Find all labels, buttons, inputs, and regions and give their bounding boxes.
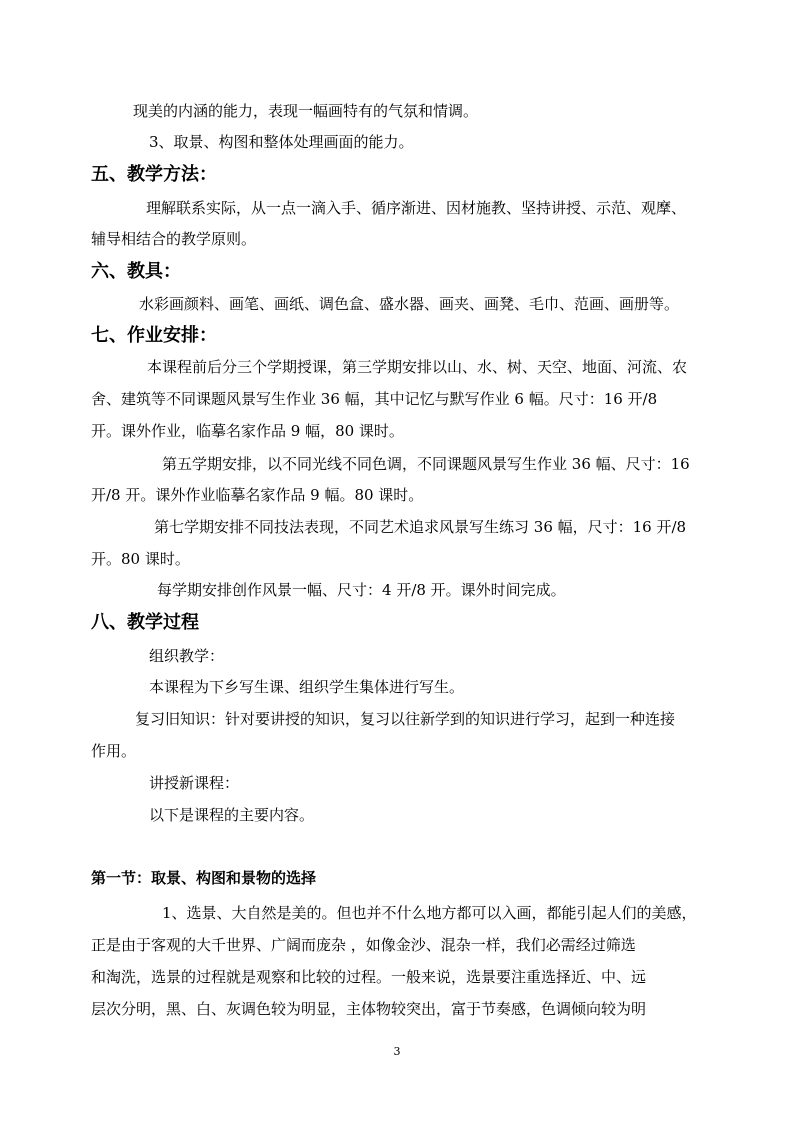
section-heading-teaching-method: 五、教学方法： — [91, 164, 217, 185]
paragraph-line: 1、选景、大自然是美的。但也并不什么地方都可以入画，都能引起人们的美感， — [162, 904, 697, 922]
paragraph-line: 理解联系实际，从一点一滴入手、循序渐进、因材施教、坚持讲授、示范、观摩、 — [146, 199, 687, 217]
paragraph-line: 和淘洗，选景的过程就是观察和比较的过程。一般来说，选景要注重选择近、中、远 — [91, 968, 647, 986]
paragraph-line: 开/8 开。课外作业临摹名家作品 9 幅。80 课时。 — [91, 486, 424, 504]
paragraph-line: 作用。 — [91, 742, 137, 760]
paragraph-line: 每学期安排创作风景一幅、尺寸：4 开/8 开。课外时间完成。 — [157, 581, 566, 599]
paragraph-line: 本课程前后分三个学期授课，第三学期安排以山、水、树、天空、地面、河流、农 — [147, 358, 688, 376]
paragraph-line: 以下是课程的主要内容。 — [149, 806, 315, 824]
paragraph-line: 辅导相结合的教学原则。 — [91, 230, 257, 248]
paragraph-line: 复习旧知识：针对要讲授的知识，复习以往新学到的知识进行学习，起到一种连接 — [135, 710, 676, 728]
paragraph-line: 水彩画颜料、画笔、画纸、调色盒、盛水器、画夹、画凳、毛巾、范画、画册等。 — [139, 295, 680, 313]
paragraph-line: 第五学期安排，以不同光线不同色调，不同课题风景写生作业 36 幅、尺寸：16 — [162, 455, 690, 473]
page-number: 3 — [393, 1045, 401, 1058]
paragraph-line: 讲授新课程： — [149, 774, 240, 792]
paragraph-line: 现美的内涵的能力，表现一幅画特有的气氛和情调。 — [133, 102, 479, 120]
paragraph-line: 3、取景、构图和整体处理画面的能力。 — [149, 133, 414, 151]
paragraph-line: 舍、建筑等不同课题风景写生作业 36 幅，其中记忆与默写作业 6 幅。尺寸：16 开/8 — [91, 390, 658, 408]
paragraph-line: 正是由于客观的大千世界、广阔而庞杂 ，如像金沙、混杂一样，我们必需经过筛选 — [91, 936, 636, 954]
paragraph-line: 组织教学： — [149, 647, 225, 665]
paragraph-line: 本课程为下乡写生课、组织学生集体进行写生。 — [149, 678, 465, 696]
section-heading-teaching-process: 八、教学过程 — [91, 612, 199, 633]
paragraph-line: 开。80 课时。 — [91, 550, 190, 568]
subsection-heading: 第一节：取景、构图和景物的选择 — [91, 869, 317, 887]
paragraph-line: 开。课外作业，临摹名家作品 9 幅，80 课时。 — [91, 422, 404, 440]
section-heading-homework: 七、作业安排： — [91, 325, 217, 346]
paragraph-line: 层次分明，黑、白、灰调色较为明显，主体物较突出，富于节奏感，色调倾向较为明 — [91, 1000, 647, 1018]
paragraph-line: 第七学期安排不同技法表现，不同艺术追求风景写生练习 36 幅，尺寸：16 开/8 — [154, 518, 687, 536]
section-heading-teaching-aids: 六、教具： — [91, 261, 181, 282]
